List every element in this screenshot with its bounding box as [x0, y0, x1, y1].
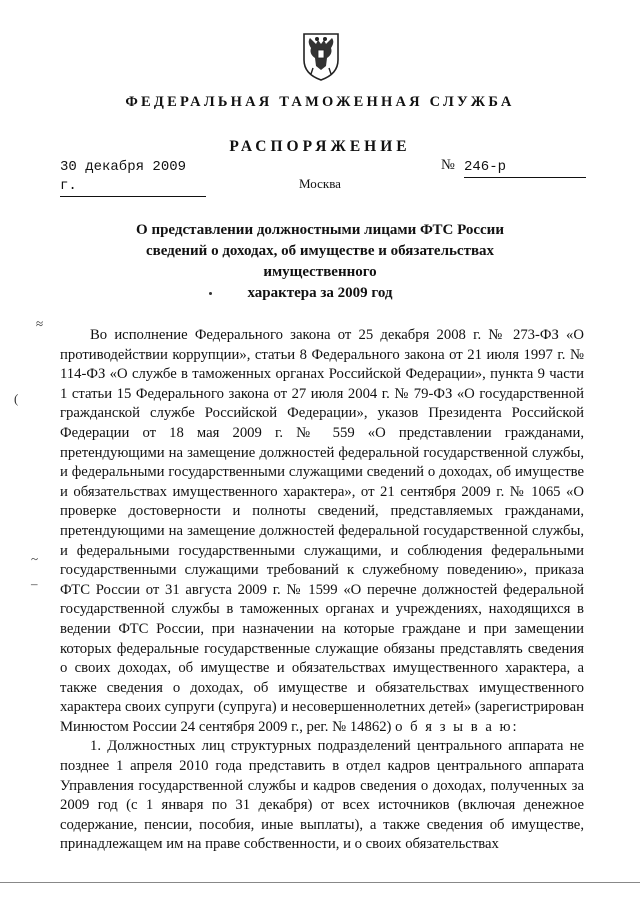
document-title [90, 220, 550, 304]
title-line-3: характера за 2009 год [247, 285, 393, 301]
issue-city: Москва [299, 176, 341, 191]
scan-dot-mark [209, 292, 212, 295]
paragraph-item-1: 1. Должностных лиц структурных подразделений центрального аппарата не позднее 1 апреля 2010 года представить в отдел кадров центрального аппарата Управления государственной службы и кадров сведения о доходах, полученных за 2009 год (с 1 января по 31 декабря) от всех источников (включая денежное содержание, пенсии, пособия, иные выплаты), а также сведения об имуществе, принадлежащем им на праве собственности, и о своих обязательствах [60, 738, 584, 853]
document-date: 30 декабря 2009 г. [60, 158, 206, 197]
state-emblem-icon [299, 30, 343, 82]
document-number: 246-р [464, 158, 586, 178]
agency-name: ФЕДЕРАЛЬНАЯ ТАМОЖЕННАЯ СЛУЖБА [125, 94, 515, 110]
document-type: РАСПОРЯЖЕНИЕ [229, 138, 411, 155]
title-line-1: О представлении должностными лицами ФТС России [136, 222, 504, 238]
document-body [60, 326, 584, 855]
preamble-text: Во исполнение Федерального закона от 25 декабря 2008 г. № 273-ФЗ «О противодействии коррупции», статьи 8 Федерального закона от 21 июля 1997 г. № 114-ФЗ «О службе в таможенных органах Российской Федерации», пункта 9 части 1 статьи 15 Федерального закона от 27 июля 2004 г. № 79-ФЗ «О государственной гражданской службе Российской Федерации», указов Президента Российской Федерации от 18 мая 2009 г. № 559 «О представлении гражданами, претендующими на замещение должностей федеральной государственной службы, и федеральными государственными служащими сведений о доходах, об имуществе и обязательствах имущественного характера», от 21 сентября 2009 г. № 1065 «О проверке достоверности и полноты сведений, представляемых гражданами, претендующими на замещение должностей федеральной государственной службы, и федеральными государственными служащими, и соблюдения федеральными государственными служащими требований к служебному поведению», приказа ФТС России от 31 августа 2009 г. № 1599 «О перечне должностей федеральной государственной службы в таможенных органах и учреждениях, находящихся в ведении ФТС России, при назначении на которые граждане и при замещении которых федеральные государственные служащие обязаны представлять сведения о своих доходах, об имуществе и обязательствах имущественного характера, а также сведения о доходах, об имуществе и обязательствах имущественного характера своих супруги (супруга) и несовершеннолетних детей» (зарегистрирован Минюстом России 24 сентября 2009 г., рег. № 14862) [60, 327, 584, 735]
title-line-2: сведений о доходах, об имуществе и обязательствах имущественного [145, 243, 495, 280]
margin-mark: ( [14, 391, 19, 406]
page-bottom-edge [0, 882, 640, 883]
oblige-word: о б я з ы в а ю: [395, 718, 519, 735]
number-label: № [441, 157, 455, 173]
paragraph-preamble [60, 326, 584, 737]
margin-mark: ≈ [36, 316, 44, 331]
margin-mark: ~ [31, 551, 39, 566]
margin-mark: – [31, 576, 38, 591]
